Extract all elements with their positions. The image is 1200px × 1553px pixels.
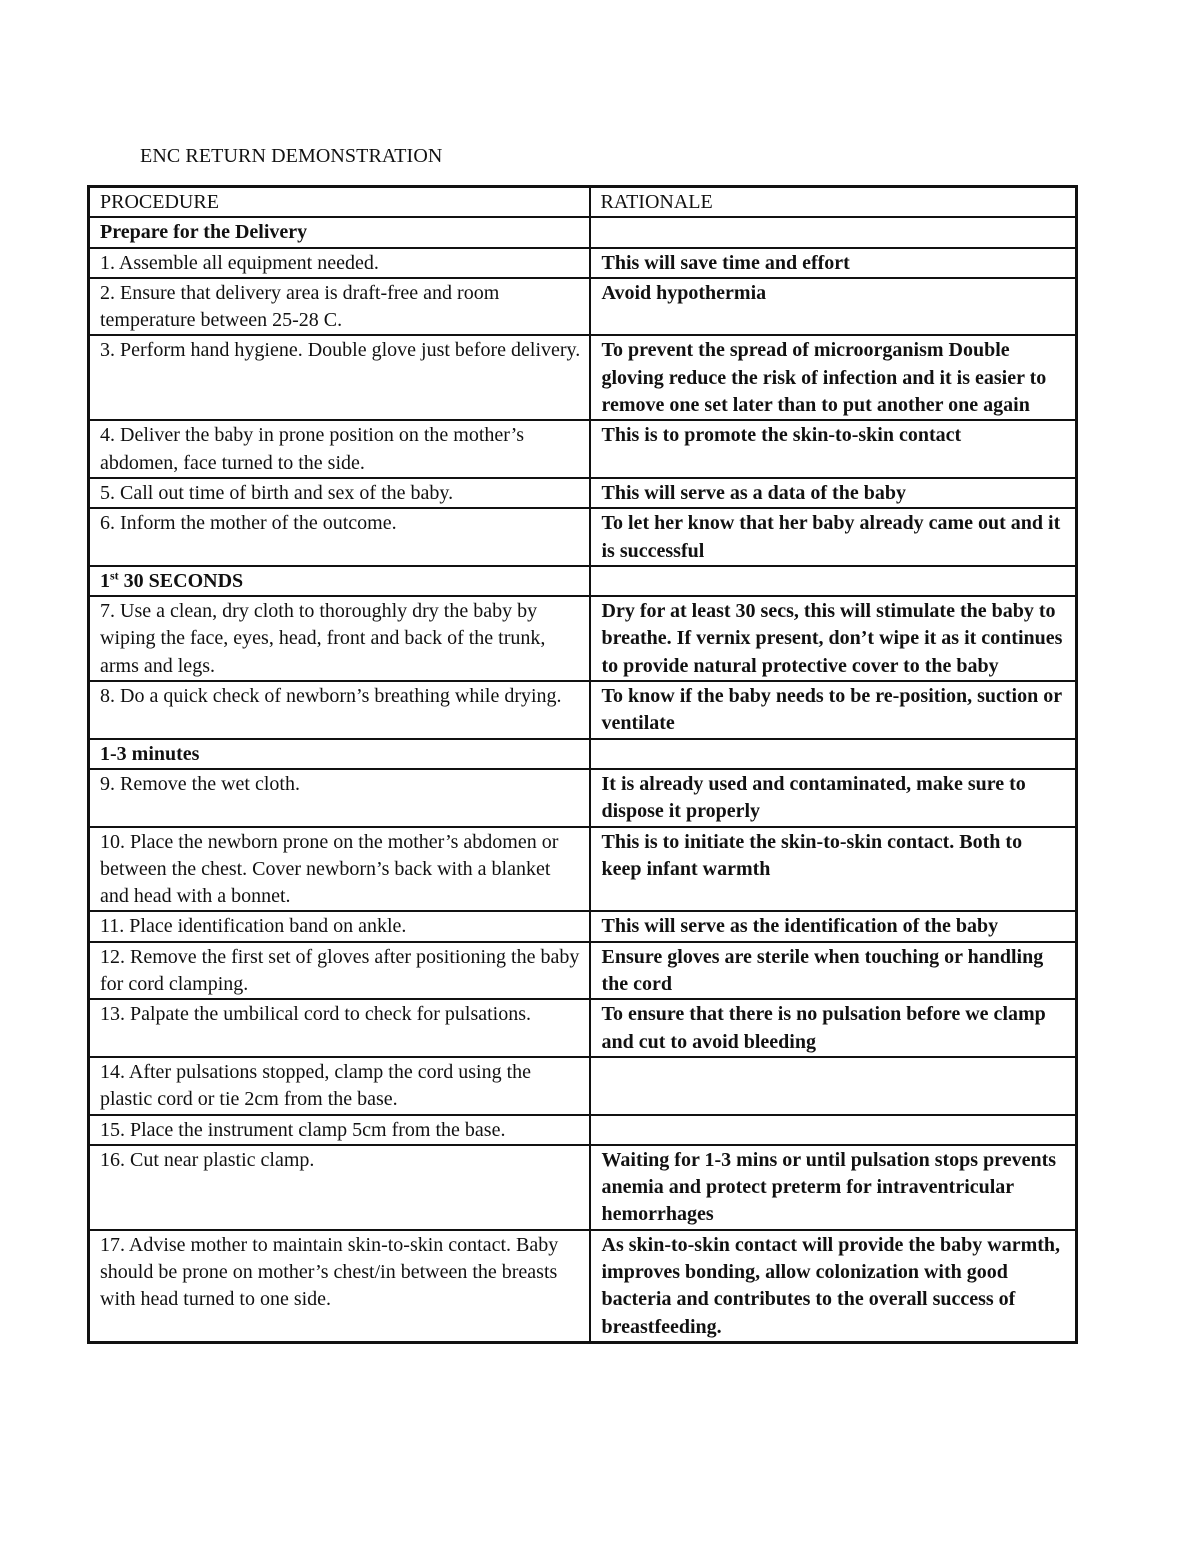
rationale-header: RATIONALE (590, 187, 1077, 218)
table-row (89, 1115, 1077, 1145)
table-row (89, 478, 1077, 508)
rationale-cell: This is to initiate the skin-to-skin contact. Both to keep infant warmth (590, 827, 1077, 912)
procedure-cell: 5. Call out time of birth and sex of the baby. (89, 478, 590, 508)
table-row (89, 1057, 1077, 1115)
table-row (89, 827, 1077, 912)
table-row (89, 681, 1077, 739)
table-row (89, 999, 1077, 1057)
procedure-cell: 7. Use a clean, dry cloth to thoroughly dry the baby by wiping the face, eyes, head, front and back of the trunk, arms and legs. (89, 596, 590, 681)
procedure-cell: 9. Remove the wet cloth. (89, 769, 590, 827)
table-row (89, 942, 1077, 1000)
rationale-cell: This will save time and effort (590, 248, 1077, 278)
rationale-cell: To ensure that there is no pulsation before we clamp and cut to avoid bleeding (590, 999, 1077, 1057)
section-row (89, 566, 1077, 596)
table-header-row (89, 187, 1077, 218)
section-row (89, 739, 1077, 769)
empty-cell (590, 217, 1077, 247)
rationale-cell: To know if the baby needs to be re-position, suction or ventilate (590, 681, 1077, 739)
rationale-cell: This is to promote the skin-to-skin contact (590, 420, 1077, 478)
rationale-cell: Avoid hypothermia (590, 278, 1077, 336)
empty-cell (590, 566, 1077, 596)
section-prepare-delivery: Prepare for the Delivery (89, 217, 590, 247)
procedure-table (87, 185, 1078, 1344)
table-row (89, 508, 1077, 566)
section-first-30-number: 1 (100, 569, 110, 592)
rationale-cell: Dry for at least 30 secs, this will stimulate the baby to breathe. If vernix present, don’t wipe it as it continues to provide natural protective cover to the baby (590, 596, 1077, 681)
section-first-30-label: 30 SECONDS (118, 569, 244, 592)
procedure-cell: 2. Ensure that delivery area is draft-free and room temperature between 25-28 C. (89, 278, 590, 336)
procedure-cell: 6. Inform the mother of the outcome. (89, 508, 590, 566)
table-row (89, 278, 1077, 336)
procedure-cell: 16. Cut near plastic clamp. (89, 1145, 590, 1230)
empty-cell (590, 739, 1077, 769)
rationale-cell (590, 1057, 1077, 1115)
table-row (89, 769, 1077, 827)
section-first-30-seconds (89, 566, 590, 596)
procedure-cell: 13. Palpate the umbilical cord to check for pulsations. (89, 999, 590, 1057)
table-row (89, 911, 1077, 941)
procedure-cell: 4. Deliver the baby in prone position on the mother’s abdomen, face turned to the side. (89, 420, 590, 478)
rationale-cell: To let her know that her baby already came out and it is successful (590, 508, 1077, 566)
table-row (89, 335, 1077, 420)
table-row (89, 1230, 1077, 1343)
rationale-cell: This will serve as a data of the baby (590, 478, 1077, 508)
section-first-30-ordinal: st (110, 568, 119, 583)
document-title: ENC RETURN DEMONSTRATION (140, 145, 443, 167)
section-1-3-minutes: 1-3 minutes (89, 739, 590, 769)
procedure-cell: 8. Do a quick check of newborn’s breathing while drying. (89, 681, 590, 739)
table-row (89, 1145, 1077, 1230)
procedure-cell: 11. Place identification band on ankle. (89, 911, 590, 941)
table-row (89, 248, 1077, 278)
procedure-cell: 14. After pulsations stopped, clamp the cord using the plastic cord or tie 2cm from the base. (89, 1057, 590, 1115)
procedure-cell: 10. Place the newborn prone on the mother’s abdomen or between the chest. Cover newborn’s back with a blanket and head with a bonnet. (89, 827, 590, 912)
rationale-cell: Waiting for 1-3 mins or until pulsation stops prevents anemia and protect preterm for intraventricular hemorrhages (590, 1145, 1077, 1230)
table-row (89, 420, 1077, 478)
procedure-cell: 15. Place the instrument clamp 5cm from the base. (89, 1115, 590, 1145)
procedure-cell: 12. Remove the first set of gloves after positioning the baby for cord clamping. (89, 942, 590, 1000)
procedure-header: PROCEDURE (89, 187, 590, 218)
table-row (89, 596, 1077, 681)
section-row (89, 217, 1077, 247)
rationale-cell: To prevent the spread of microorganism Double gloving reduce the risk of infection and it is easier to remove one set later than to put another one again (590, 335, 1077, 420)
procedure-cell: 1. Assemble all equipment needed. (89, 248, 590, 278)
rationale-cell: As skin-to-skin contact will provide the baby warmth, improves bonding, allow colonization with good bacteria and contributes to the overall success of breastfeeding. (590, 1230, 1077, 1343)
procedure-cell: 3. Perform hand hygiene. Double glove just before delivery. (89, 335, 590, 420)
rationale-cell: This will serve as the identification of the baby (590, 911, 1077, 941)
rationale-cell: Ensure gloves are sterile when touching or handling the cord (590, 942, 1077, 1000)
rationale-cell: It is already used and contaminated, make sure to dispose it properly (590, 769, 1077, 827)
rationale-cell (590, 1115, 1077, 1145)
procedure-cell: 17. Advise mother to maintain skin-to-skin contact. Baby should be prone on mother’s chest/in between the breasts with head turned to one side. (89, 1230, 590, 1343)
